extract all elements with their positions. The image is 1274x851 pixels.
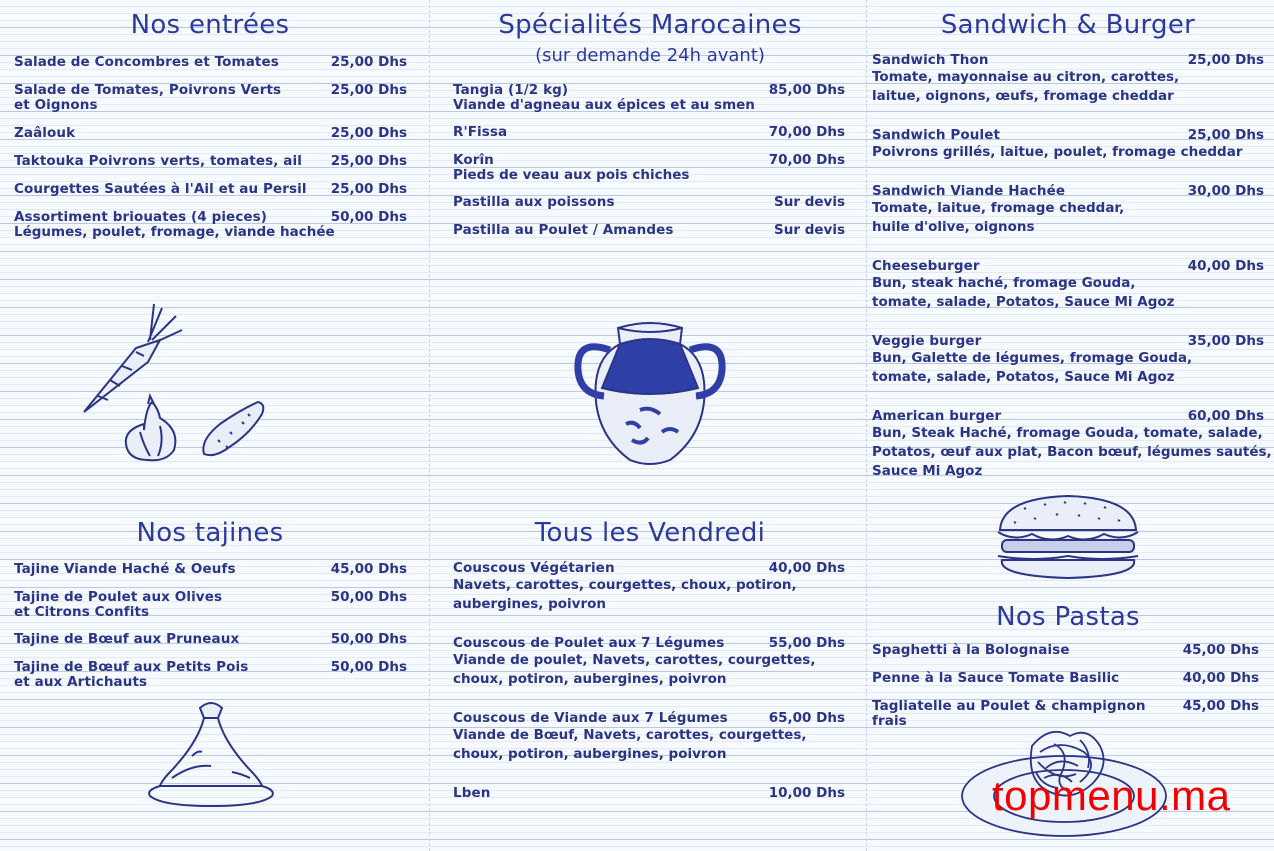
item-price: 25,00 Dhs [330,82,407,98]
item-name: Sandwich Thon [872,52,989,68]
menu-item [453,786,845,801]
item-name: Tajine de Bœuf aux Petits Pois [14,659,249,675]
item-price: 65,00 Dhs [768,710,845,726]
section-title-tajines: Nos tajines [136,518,284,548]
tajine-pot-sketch [142,698,280,808]
item-price: 70,00 Dhs [768,124,845,140]
item-description: tomate, salade, Potatos, Sauce Mi Agoz [872,369,1175,385]
item-description: Viande d'agneau aux épices et au smen [453,97,755,113]
item-name: American burger [872,408,1002,424]
item-price: 50,00 Dhs [330,589,407,605]
item-description: Sauce Mi Agoz [872,463,983,479]
item-price: 85,00 Dhs [768,82,845,98]
item-price: 40,00 Dhs [768,560,845,576]
item-name: Penne à la Sauce Tomate Basilic [872,670,1120,686]
item-description: Bun, steak haché, fromage Gouda, [872,275,1136,291]
menu-item [872,184,1264,237]
section-title-vendredi: Tous les Vendredi [534,518,766,548]
menu-item [872,334,1264,387]
item-description: Viande de Bœuf, Navets, carottes, courgettes, [453,727,807,743]
item-price: 50,00 Dhs [330,631,407,647]
item-name: Salade de Concombres et Tomates [14,54,279,70]
item-name: Sandwich Poulet [872,127,1001,143]
watermark-text: topmenu.ma [992,772,1231,819]
menu-item [14,590,407,620]
item-name: Korîn [453,152,494,168]
item-price: 55,00 Dhs [768,635,845,651]
item-description: laitue, oignons, œufs, fromage cheddar [872,88,1174,104]
menu-item [14,154,407,169]
section-title-entrees: Nos entrées [130,10,290,40]
item-name-line2: et aux Artichauts [14,674,148,690]
menu-item [14,55,407,70]
section-subtitle-specialites: (sur demande 24h avant) [535,45,765,66]
item-price: 40,00 Dhs [1187,258,1264,274]
item-price: 25,00 Dhs [1187,127,1264,143]
item-name: Couscous Végétarien [453,560,615,576]
item-price: 50,00 Dhs [330,659,407,675]
item-name: Pastilla au Poulet / Amandes [453,222,674,238]
item-name: Zaâlouk [14,125,76,141]
item-name: Taktouka Poivrons verts, tomates, ail [14,153,302,169]
item-description: Navets, carottes, courgettes, choux, potiron, [453,577,797,593]
menu-item [14,210,407,240]
menu-item [453,636,845,689]
item-description: Viande de poulet, Navets, carottes, courgettes, [453,652,816,668]
item-name: Veggie burger [872,333,982,349]
item-name: Salade de Tomates, Poivrons Verts [14,82,282,98]
menu-item [872,53,1264,106]
menu-item [14,126,407,141]
item-price: 25,00 Dhs [330,181,407,197]
item-name: Tangia (1/2 kg) [453,82,569,98]
panel-fold-left [429,0,430,851]
menu-item [453,153,845,183]
item-name-line2: et Oignons [14,97,98,113]
menu-item [453,195,845,210]
item-price: 25,00 Dhs [330,153,407,169]
item-name: Tagliatelle au Poulet & champignon frais [872,698,1146,729]
item-name: Cheeseburger [872,258,980,274]
menu-item [453,561,845,614]
menu-item [453,223,845,238]
item-price: 25,00 Dhs [330,125,407,141]
item-description: choux, potiron, aubergines, poivron [453,671,727,687]
item-name: Couscous de Poulet aux 7 Légumes [453,635,725,651]
item-name: Courgettes Sautées à l'Ail et au Persil [14,181,307,197]
menu-item [872,671,1259,686]
section-title-pastas: Nos Pastas [996,602,1140,632]
item-price: Sur devis [774,194,845,210]
menu-item [453,83,845,113]
item-description: huile d'olive, oignons [872,219,1035,235]
menu-item [872,259,1264,312]
menu-item [14,632,407,647]
item-description: Tomate, mayonnaise au citron, carottes, [872,69,1180,85]
item-price: 45,00 Dhs [1182,698,1259,714]
item-name-line2: et Citrons Confits [14,604,150,620]
menu-item [14,562,407,577]
item-name: Spaghetti à la Bolognaise [872,642,1070,658]
item-price: 45,00 Dhs [1182,642,1259,658]
panel-fold-right [866,0,867,851]
clay-pot-sketch [570,314,730,470]
item-price: Sur devis [774,222,845,238]
item-name: Couscous de Viande aux 7 Légumes [453,710,728,726]
item-description: Potatos, œuf aux plat, Bacon bœuf, légumes sautés, [872,444,1272,460]
item-description: Poivrons grillés, laitue, poulet, fromage cheddar [872,144,1243,160]
item-price: 40,00 Dhs [1182,670,1259,686]
item-name: Tajine Viande Haché & Oeufs [14,561,236,577]
item-description: Légumes, poulet, fromage, viande hachée [14,224,335,240]
item-name: Pastilla aux poissons [453,194,615,210]
item-description: Bun, Galette de légumes, fromage Gouda, [872,350,1193,366]
burger-sketch [994,494,1142,580]
item-description: aubergines, poivron [453,596,607,612]
item-price: 35,00 Dhs [1187,333,1264,349]
item-description: Pieds de veau aux pois chiches [453,167,690,183]
vegetables-sketch [78,300,278,465]
menu-item [453,711,845,764]
item-name: Lben [453,785,491,801]
item-price: 70,00 Dhs [768,152,845,168]
section-title-specialites: Spécialités Marocaines [498,10,802,40]
menu-item [872,643,1259,658]
item-description: Bun, Steak Haché, fromage Gouda, tomate, salade, [872,425,1263,441]
item-price: 50,00 Dhs [330,209,407,225]
menu-item [872,408,1272,481]
item-name: Tajine de Bœuf aux Pruneaux [14,631,240,647]
menu-item [14,83,407,113]
menu-item [872,128,1264,162]
menu-item [14,660,407,690]
item-description: choux, potiron, aubergines, poivron [453,746,727,762]
item-name: Tajine de Poulet aux Olives [14,589,223,605]
item-price: 60,00 Dhs [1187,408,1264,424]
menu-item [14,182,407,197]
item-name: R'Fissa [453,124,508,140]
item-price: 25,00 Dhs [1187,52,1264,68]
section-title-sandwich: Sandwich & Burger [940,10,1196,40]
item-price: 25,00 Dhs [330,54,407,70]
item-description: Tomate, laitue, fromage cheddar, [872,200,1125,216]
item-name: Sandwich Viande Hachée [872,183,1066,199]
item-description: tomate, salade, Potatos, Sauce Mi Agoz [872,294,1175,310]
item-price: 10,00 Dhs [768,785,845,801]
item-price: 30,00 Dhs [1187,183,1264,199]
menu-item [453,125,845,140]
item-price: 45,00 Dhs [330,561,407,577]
item-name: Assortiment briouates (4 pieces) [14,209,268,225]
